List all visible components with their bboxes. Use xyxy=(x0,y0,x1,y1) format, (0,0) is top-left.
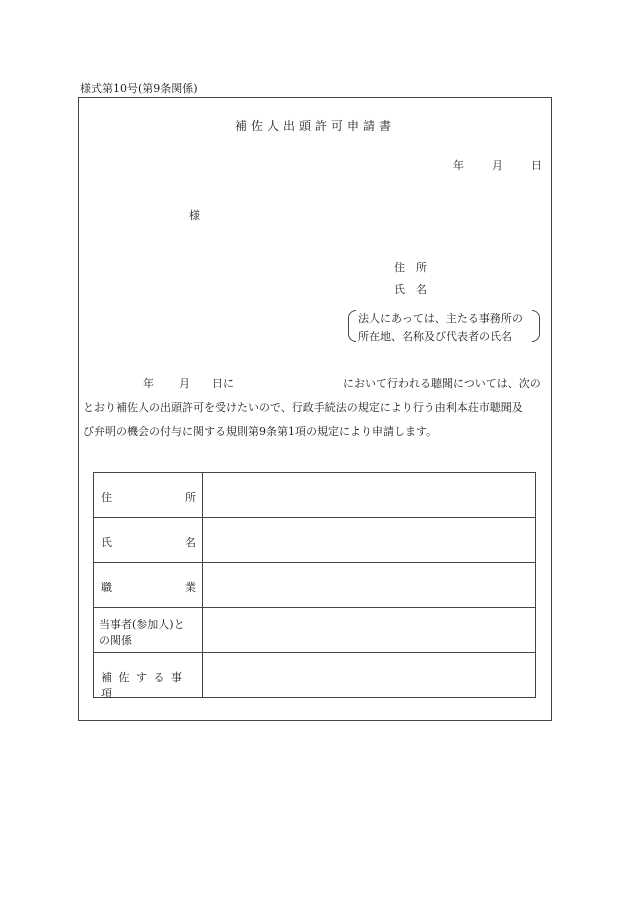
row-label-assist-items xyxy=(94,653,203,698)
label-assist-items: 補佐する事項 xyxy=(101,671,189,700)
left-bracket xyxy=(348,310,356,342)
body-line-3: び弁明の機会の付与に関する規則第9条第1項の規定により申請します。 xyxy=(83,425,438,438)
date-year: 年 xyxy=(453,159,464,172)
body-month: 月 xyxy=(179,377,190,390)
corp-note-line-1: 法人にあっては、主たる事務所の xyxy=(358,312,523,325)
date-month: 月 xyxy=(492,159,503,172)
right-bracket xyxy=(532,310,540,342)
label-name-a: 氏 xyxy=(101,536,112,549)
label-occupation-b: 業 xyxy=(185,581,196,594)
row-label-occupation xyxy=(94,563,203,607)
applicant-address-label: 住 所 xyxy=(394,261,427,274)
table-row-assist-items xyxy=(94,653,535,698)
assist-items-cell[interactable] xyxy=(203,653,535,698)
label-relation-line-2: の関係 xyxy=(99,634,132,647)
body-year: 年 xyxy=(143,377,154,390)
table-row-address xyxy=(94,473,535,518)
applicant-name-label: 氏 名 xyxy=(394,283,427,296)
addressee-suffix: 様 xyxy=(189,209,200,222)
application-body xyxy=(83,372,548,444)
table-row-relation xyxy=(94,608,535,653)
row-label-name xyxy=(94,518,203,562)
form-number-label: 様式第10号(第9条関係) xyxy=(80,82,198,95)
table-row-name xyxy=(94,518,535,563)
assistant-info-table xyxy=(93,472,536,698)
address-cell[interactable] xyxy=(203,473,535,517)
row-label-address xyxy=(94,473,203,517)
body-line-2: とおり補佐人の出頭許可を受けたいので、行政手続法の規定により行う由利本荘市聴聞及 xyxy=(83,401,523,414)
corp-note-line-2: 所在地、名称及び代表者の氏名 xyxy=(358,330,512,343)
table-row-occupation xyxy=(94,563,535,608)
date-line xyxy=(453,157,542,173)
row-label-relation xyxy=(94,608,203,652)
document-title: 補佐人出頭許可申請書 xyxy=(234,119,395,133)
body-day: 日に xyxy=(212,377,234,390)
label-address-a: 住 xyxy=(101,491,112,504)
date-day: 日 xyxy=(531,159,542,172)
label-name-b: 名 xyxy=(185,536,196,549)
body-line-1 xyxy=(83,372,548,396)
occupation-cell[interactable] xyxy=(203,563,535,607)
body-line-1-rest: において行われる聴聞については、次の xyxy=(343,377,541,390)
relation-cell[interactable] xyxy=(203,608,535,652)
corporation-note xyxy=(348,310,540,344)
label-relation-line-1: 当事者(参加人)と xyxy=(99,618,185,631)
label-address-b: 所 xyxy=(185,491,196,504)
name-cell[interactable] xyxy=(203,518,535,562)
label-occupation-a: 職 xyxy=(101,581,112,594)
